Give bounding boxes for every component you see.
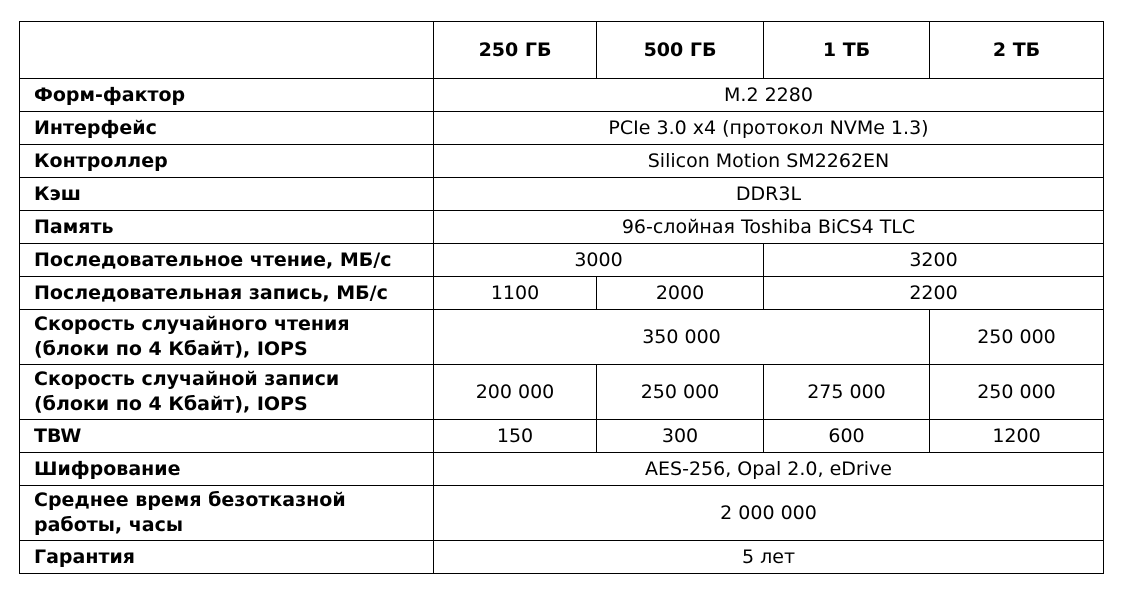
row-label-line: (блоки по 4 Кбайт), IOPS — [34, 338, 308, 360]
table-row — [20, 277, 1104, 310]
table-row — [20, 244, 1104, 277]
header-row — [20, 22, 1104, 79]
header-corner-cell — [20, 22, 434, 79]
row-label: Последовательное чтение, МБ/с — [20, 244, 434, 277]
table-cell: AES-256, Opal 2.0, eDrive — [434, 453, 1104, 486]
row-label: Гарантия — [20, 541, 434, 574]
row-label: Последовательная запись, МБ/с — [20, 277, 434, 310]
table-cell: 300 — [597, 420, 764, 453]
row-label: TBW — [20, 420, 434, 453]
row-label: Интерфейс — [20, 112, 434, 145]
table-cell: 5 лет — [434, 541, 1104, 574]
table-row — [20, 79, 1104, 112]
row-label: Кэш — [20, 178, 434, 211]
column-header: 1 ТБ — [764, 22, 930, 79]
row-label-line: Среднее время безотказной — [34, 489, 346, 511]
table-cell: 150 — [434, 420, 597, 453]
spec-table — [19, 21, 1104, 574]
row-label-line: работы, часы — [34, 514, 184, 536]
table-cell: 1100 — [434, 277, 597, 310]
table-row — [20, 486, 1104, 541]
table-cell: 600 — [764, 420, 930, 453]
table-row — [20, 541, 1104, 574]
table-cell: 2200 — [764, 277, 1104, 310]
table-row — [20, 453, 1104, 486]
column-header: 2 ТБ — [930, 22, 1104, 79]
row-label — [20, 486, 434, 541]
table-cell: 1200 — [930, 420, 1104, 453]
table-cell: M.2 2280 — [434, 79, 1104, 112]
table-cell: 3000 — [434, 244, 764, 277]
table-cell: DDR3L — [434, 178, 1104, 211]
table-row — [20, 211, 1104, 244]
row-label: Память — [20, 211, 434, 244]
table-cell: 2 000 000 — [434, 486, 1104, 541]
row-label: Шифрование — [20, 453, 434, 486]
table-row — [20, 420, 1104, 453]
table-row — [20, 310, 1104, 365]
table-cell: 350 000 — [434, 310, 930, 365]
table-cell: 3200 — [764, 244, 1104, 277]
table-row — [20, 112, 1104, 145]
table-row — [20, 178, 1104, 211]
column-header: 250 ГБ — [434, 22, 597, 79]
table-cell: 96-слойная Toshiba BiCS4 TLC — [434, 211, 1104, 244]
table-cell: PCIe 3.0 x4 (протокол NVMe 1.3) — [434, 112, 1104, 145]
row-label: Контроллер — [20, 145, 434, 178]
table-cell: 250 000 — [930, 310, 1104, 365]
row-label — [20, 310, 434, 365]
row-label — [20, 365, 434, 420]
table-row — [20, 365, 1104, 420]
table-cell: 200 000 — [434, 365, 597, 420]
row-label-line: Скорость случайного чтения — [34, 313, 350, 335]
row-label-line: (блоки по 4 Кбайт), IOPS — [34, 393, 308, 415]
table-cell: Silicon Motion SM2262EN — [434, 145, 1104, 178]
table-cell: 250 000 — [597, 365, 764, 420]
table-cell: 275 000 — [764, 365, 930, 420]
column-header: 500 ГБ — [597, 22, 764, 79]
row-label-line: Скорость случайной записи — [34, 368, 340, 390]
table-cell: 2000 — [597, 277, 764, 310]
table-cell: 250 000 — [930, 365, 1104, 420]
row-label: Форм-фактор — [20, 79, 434, 112]
table-row — [20, 145, 1104, 178]
